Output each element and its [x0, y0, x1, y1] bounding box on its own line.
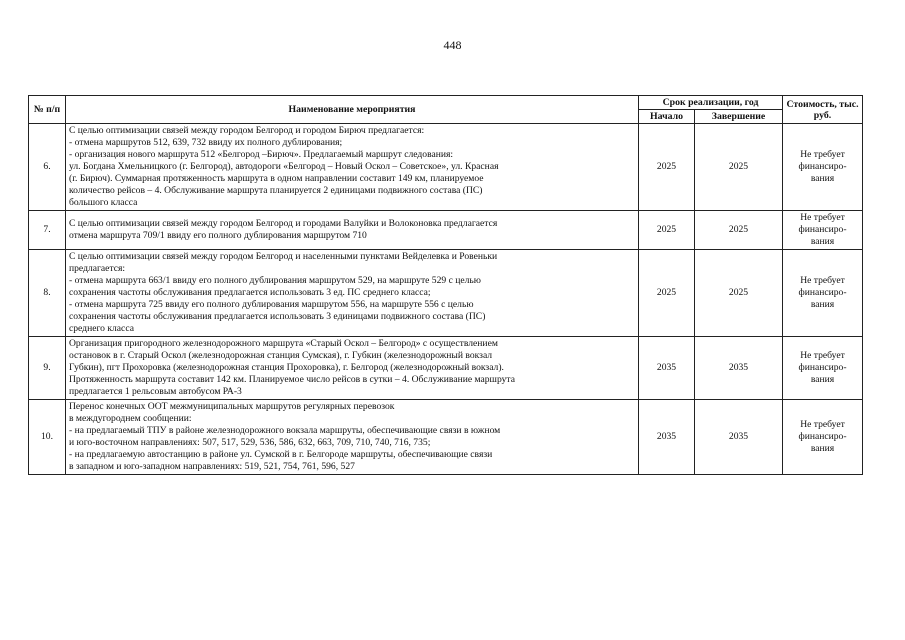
end-year: 2025: [695, 250, 783, 337]
description-line: предлагается 1 рельсовым автобусом РА-3: [69, 386, 242, 397]
header-term: Срок реализации, год: [639, 96, 783, 110]
cost-line: Не требует: [800, 350, 845, 361]
description-line: - отмена маршрута 725 ввиду его полного дублирования маршрутом 556, на маршруте 556 с целью: [69, 299, 474, 310]
cost-line: вания: [810, 443, 835, 454]
end-year: 2035: [695, 400, 783, 475]
description-line: - отмена маршрутов 512, 639, 732 ввиду их полного дублирования;: [69, 137, 343, 148]
header-start: Начало: [639, 110, 695, 124]
description-line: - на предлагаемую автостанцию в районе ул. Сумской в г. Белгороде маршруты, обеспечивающие связи: [69, 449, 493, 460]
cost-line: Не требует: [800, 149, 845, 160]
description-line: - отмена маршрута 663/1 ввиду его полного дублирования маршрутом 529, на маршруте 529 с целью: [69, 275, 481, 286]
cost-line: финансиро-: [798, 287, 847, 298]
description-line: - организация нового маршрута 512 «Белгород –Бирюч». Предлагаемый маршрут следования:: [69, 149, 454, 160]
cost-line: вания: [810, 236, 835, 247]
start-year: 2025: [639, 211, 695, 250]
description-line: Перенос конечных ООТ межмуниципальных маршрутов регулярных перевозок: [69, 401, 395, 412]
description-line: и юго-восточном направлениях: 507, 517, 529, 536, 586, 632, 663, 709, 710, 740, 716, 735;: [69, 437, 431, 448]
end-year: 2025: [695, 124, 783, 211]
cost-line: вания: [810, 374, 835, 385]
description-line: Организация пригородного железнодорожного маршрута «Старый Оскол – Белгород» с осуществлением: [69, 338, 498, 349]
row-number: 8.: [29, 250, 66, 337]
row-number: 9.: [29, 337, 66, 400]
description-line: предлагается:: [69, 263, 126, 274]
start-year: 2025: [639, 250, 695, 337]
header-name: Наименование мероприятия: [66, 96, 639, 124]
header-num: № п/п: [29, 96, 66, 124]
cost-line: Не требует: [800, 275, 845, 286]
description-line: Губкин), пгт Прохоровка (железнодорожная станция Прохоровка), г. Белгород (железнодорожный вокзал).: [69, 362, 504, 373]
measure-description: [66, 211, 639, 250]
measures-table: [28, 95, 863, 475]
end-year: 2025: [695, 211, 783, 250]
cost-line: финансиро-: [798, 161, 847, 172]
cost: [783, 211, 863, 250]
table-row: [29, 124, 863, 211]
description-line: в междугороднем сообщении:: [69, 413, 192, 424]
start-year: 2035: [639, 337, 695, 400]
description-line: отмена маршрута 709/1 ввиду его полного дублирования маршрутом 710: [69, 230, 367, 241]
description-line: большого класса: [69, 197, 138, 208]
description-line: сохранения частоты обслуживания предлагается использовать 3 ед. ПС среднего класса;: [69, 287, 431, 298]
header-row: [29, 96, 863, 110]
start-year: 2025: [639, 124, 695, 211]
cost-line: финансиро-: [798, 224, 847, 235]
measure-description: [66, 124, 639, 211]
measure-description: [66, 400, 639, 475]
cost: [783, 400, 863, 475]
row-number: 7.: [29, 211, 66, 250]
measure-description: [66, 250, 639, 337]
start-year: 2035: [639, 400, 695, 475]
description-line: С целью оптимизации связей между городом Белгород и городами Валуйки и Волоконовка предлагается: [69, 218, 498, 229]
header-cost: Стоимость, тыс. руб.: [783, 96, 863, 124]
description-line: - на предлагаемый ТПУ в районе железнодорожного вокзала маршруты, обеспечивающие связи в южном: [69, 425, 501, 436]
row-number: 6.: [29, 124, 66, 211]
cost: [783, 124, 863, 211]
cost-line: вания: [810, 173, 835, 184]
table-row: [29, 337, 863, 400]
description-line: С целью оптимизации связей между городом Белгород и городом Бирюч предлагается:: [69, 125, 425, 136]
description-line: в западном и юго-западном направлениях: 519, 521, 754, 761, 596, 527: [69, 461, 355, 472]
end-year: 2035: [695, 337, 783, 400]
table-row: [29, 211, 863, 250]
header-end: Завершение: [695, 110, 783, 124]
description-line: сохранения частоты обслуживания предлагается использовать 3 единицами подвижного состава (ПС): [69, 311, 486, 322]
page-number: 448: [443, 38, 462, 52]
description-line: остановок в г. Старый Оскол (железнодорожная станция Сумская), г. Губкин (железнодорожный вокзал: [69, 350, 493, 361]
description-line: (г. Бирюч). Суммарная протяженность маршрута в одном направлении составит 149 км, планируемое: [69, 173, 484, 184]
cost: [783, 337, 863, 400]
cost-line: финансиро-: [798, 362, 847, 373]
description-line: С целью оптимизации связей между городом Белгород и населенными пунктами Вейделевка и Ровеньки: [69, 251, 498, 262]
description-line: ул. Богдана Хмельницкого (г. Белгород), автодороги «Белгород – Новый Оскол – Советское», ул. Красная: [69, 161, 499, 172]
table-row: [29, 400, 863, 475]
description-line: количество рейсов – 4. Обслуживание маршрута планируется 2 единицами подвижного состава (ПС): [69, 185, 483, 196]
cost-line: вания: [810, 299, 835, 310]
cost-line: Не требует: [800, 212, 845, 223]
table-row: [29, 250, 863, 337]
measure-description: [66, 337, 639, 400]
cost: [783, 250, 863, 337]
row-number: 10.: [29, 400, 66, 475]
cost-line: финансиро-: [798, 431, 847, 442]
cost-line: Не требует: [800, 419, 845, 430]
description-line: Протяженность маршрута составит 142 км. Планируемое число рейсов в сутки – 4. Обслуживание маршрута: [69, 374, 515, 385]
description-line: среднего класса: [69, 323, 134, 334]
